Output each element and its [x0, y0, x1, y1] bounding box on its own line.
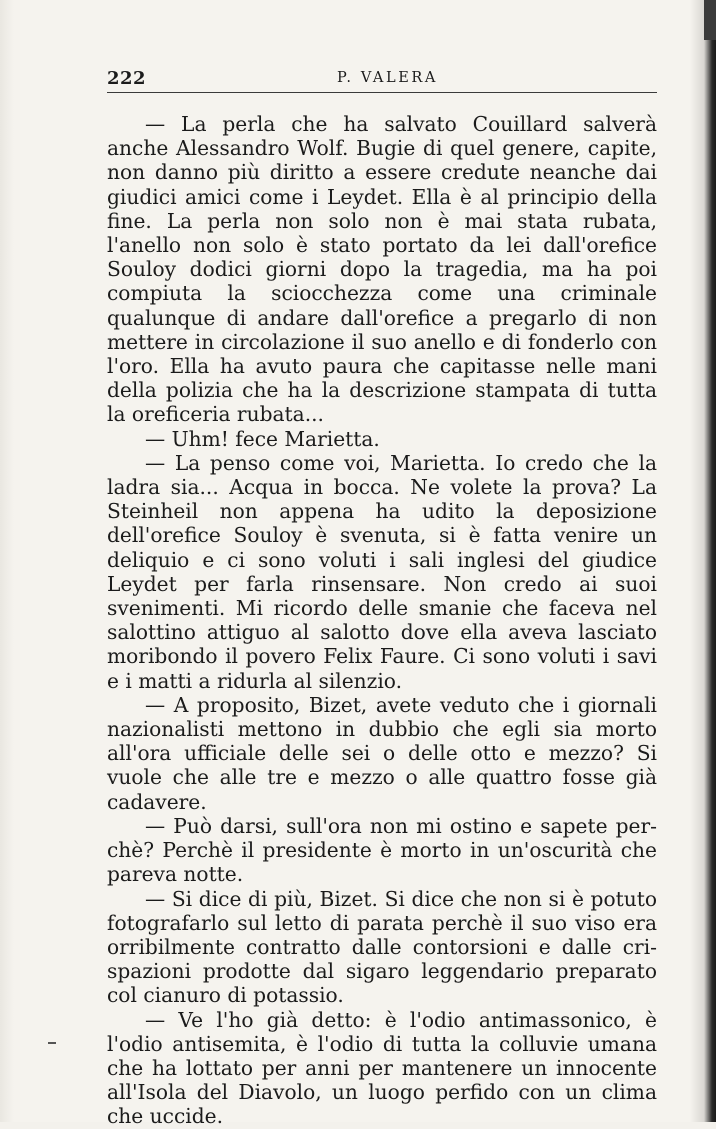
- paragraph: — A proposito, Bizet, avete veduto che i giornali nazionalisti mettono in dubbio che egli sia morto all'ora ufficiale delle sei o delle otto e mezzo? Si vuole che alle tre e mezzo o alle quattro fosse già cadavere.: [107, 692, 657, 814]
- header-rule: [107, 92, 657, 93]
- page-number: 222: [107, 68, 147, 89]
- running-head: P. VALERA: [337, 70, 438, 86]
- page-edge-shadow: [704, 0, 716, 40]
- margin-mark: [48, 1042, 56, 1044]
- paragraph: — Si dice di più, Bizet. Si dice che non si è potuto fotografarlo sul letto di parata perchè il suo viso era orribilmente contratto dalle contorsioni e dalle crispazioni prodotte dal sigaro leggendario preparato col cianuro di potassio.: [107, 886, 657, 1008]
- paragraph: — La penso come voi, Marietta. Io credo che la ladra sia... Acqua in bocca. Ne volete la prova? La Steinheil non appena ha udito la deposizione dell'orefice Souloy è svenuta, si è fatta venire un deliquio e ci sono voluti i sali inglesi del giudice Leydet per farla rinsensare. Non credo ai suoi svenimenti. Mi ricordo delle smanie che faceva nel salottino attiguo al salotto dove ella aveva lasciato moribondo il povero Felix Faure. Ci sono voluti i savi e i matti a ridurla al silenzio.: [107, 450, 657, 693]
- paragraph: — Può darsi, sull'ora non mi ostino e sapete perchè? Perchè il presidente è morto in un'oscurità che pareva notte.: [107, 813, 657, 887]
- page-header: [107, 64, 657, 94]
- paragraph: — Ve l'ho già detto: è l'odio antimassonico, è l'odio antisemita, è l'odio di tutta la colluvie umana che ha lottato per anni per mantenere un innocente all'Isola del Diavolo, un luogo perfido con un clima che uccide.: [107, 1007, 657, 1129]
- body-text: [107, 112, 657, 1129]
- paragraph: — La perla che ha salvato Couillard salverà anche Alessandro Wolf. Bugie di quel genere, capite, non danno più diritto a essere credute neanche dai giudici amici come i Leydet. Ella è al principio della fine. La perla non solo non è mai stata rubata, l'anello non solo è stato portato da lei dall'orefice Souloy dodici giorni dopo la tragedia, ma ha poi compiuta la sciocchezza come una criminale qualunque di andare dall'orefice a pregarlo di non mettere in circolazione il suo anello e di fonderlo con l'oro. Ella ha avuto paura che capitasse nelle mani della polizia che ha la descrizione stampata di tutta la oreficeria rubata...: [107, 112, 657, 427]
- paragraph: — Uhm! fece Marietta.: [145, 426, 380, 451]
